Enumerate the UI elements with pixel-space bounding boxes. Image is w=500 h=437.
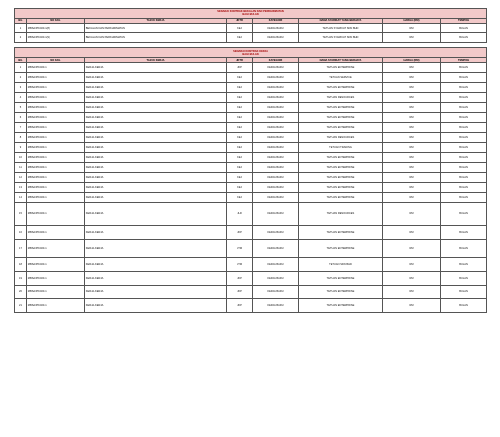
cell-nama-syarikat: TETUAN RESOURCES xyxy=(299,202,383,226)
cell-kategori: KERJA BARU xyxy=(253,142,299,152)
cell-harga: RM xyxy=(383,33,441,43)
table-row xyxy=(15,271,487,285)
cell-tajuk-kerja: KERJA-KERJA xyxy=(85,83,227,93)
column-header-kategori: KATEGORI xyxy=(253,18,299,23)
table-row xyxy=(15,73,487,83)
cell-jktr: KEJ xyxy=(227,142,253,152)
cell-tempoh: BULAN xyxy=(441,240,487,258)
cell-nama-syarikat: TETUAN ENTERPRISE xyxy=(299,285,383,299)
cell-tempoh: BULAN xyxy=(441,152,487,162)
cell-nama-syarikat: TETUAN ENTERPRISE xyxy=(299,182,383,192)
cell-harga: RM xyxy=(383,92,441,102)
cell-tempoh: BULAN xyxy=(441,63,487,73)
cell-harga: RM xyxy=(383,240,441,258)
cell-tempoh: BULAN xyxy=(441,73,487,83)
cell-bil: 13 xyxy=(15,182,27,192)
cell-tajuk-kerja: BEKALAN DAN PERKHIDMATAN xyxy=(85,23,227,33)
table-row xyxy=(15,172,487,182)
cell-jktr: JTM xyxy=(227,257,253,271)
column-header-nama-syarikat: NAMA SYARIKAT YANG BERJAYA xyxy=(299,58,383,63)
cell-harga: RM xyxy=(383,257,441,271)
cell-bil: 11 xyxy=(15,162,27,172)
cell-nama-syarikat: TETUAN ENTERPRISE xyxy=(299,192,383,202)
document-page xyxy=(14,8,486,313)
cell-tajuk-kerja: KERJA-KERJA xyxy=(85,202,227,226)
column-header-jktr: JKTR xyxy=(227,58,253,63)
cell-bil: 14 xyxy=(15,192,27,202)
cell-bil: 4 xyxy=(15,92,27,102)
column-header-nama-syarikat: NAMA SYARIKAT YANG BERJAYA xyxy=(299,18,383,23)
cell-bil: 5 xyxy=(15,102,27,112)
cell-nama-syarikat: TETUAN SDN BHD xyxy=(299,257,383,271)
column-header-tajuk-kerja: TAJUK KERJA xyxy=(85,58,227,63)
cell-tempoh: BULAN xyxy=(441,33,487,43)
cell-jktr: KEJ xyxy=(227,172,253,182)
cell-bil: 18 xyxy=(15,257,27,271)
cell-bil: 2 xyxy=(15,73,27,83)
cell-no-fail: MBSA/PK/400-1 xyxy=(27,299,85,313)
cell-kategori: KERJA BARU xyxy=(253,152,299,162)
column-header-bil: BIL xyxy=(15,18,27,23)
cell-nama-syarikat: TETUAN SYARIKAT SDN BHD xyxy=(299,33,383,43)
cell-kategori: KERJA BARU xyxy=(253,299,299,313)
cell-kategori: KERJA BARU xyxy=(253,226,299,240)
cell-no-fail: MBSA/PK/400-1 xyxy=(27,63,85,73)
cell-no-fail: MBSA/PK/400-1 xyxy=(27,92,85,102)
cell-no-fail: MBSA/PK/400-1 xyxy=(27,152,85,162)
cell-no-fail: MBSA/PK/400-1 xyxy=(27,226,85,240)
cell-tempoh: BULAN xyxy=(441,122,487,132)
table-row xyxy=(15,142,487,152)
cell-nama-syarikat: TETUAN SYARIKAT SDN BHD xyxy=(299,23,383,33)
cell-kategori: KERJA BARU xyxy=(253,257,299,271)
cell-bil: 7 xyxy=(15,122,27,132)
cell-bil: 21 xyxy=(15,299,27,313)
column-header-no-fail: NO FAIL xyxy=(27,58,85,63)
cell-kategori: KERJA BARU xyxy=(253,83,299,93)
cell-kategori: KERJA BARU xyxy=(253,63,299,73)
table-supplies-services xyxy=(14,8,487,43)
cell-bil: 8 xyxy=(15,132,27,142)
cell-tajuk-kerja: KERJA-KERJA xyxy=(85,172,227,182)
table-row xyxy=(15,299,487,313)
cell-harga: RM xyxy=(383,182,441,192)
cell-bil: 12 xyxy=(15,172,27,182)
cell-jktr: KEJ xyxy=(227,122,253,132)
cell-nama-syarikat: TETUAN ENTERPRISE xyxy=(299,299,383,313)
cell-no-fail: MBSA/PK/400-1 xyxy=(27,132,85,142)
cell-tajuk-kerja: KERJA-KERJA xyxy=(85,112,227,122)
cell-jktr: KEJ xyxy=(227,162,253,172)
cell-jktr: KEJ xyxy=(227,33,253,43)
cell-tempoh: BULAN xyxy=(441,92,487,102)
cell-nama-syarikat: TETUAN TRADING xyxy=(299,142,383,152)
cell-kategori: KERJA BARU xyxy=(253,202,299,226)
cell-nama-syarikat: TETUAN ENTERPRISE xyxy=(299,240,383,258)
cell-jktr: JKP xyxy=(227,299,253,313)
column-header-harga: HARGA (RM) xyxy=(383,58,441,63)
cell-bil: 10 xyxy=(15,152,27,162)
cell-jktr: KEJ xyxy=(227,73,253,83)
cell-no-fail: MBSA/PK/400-1 xyxy=(27,202,85,226)
cell-no-fail: MBSA/PK/400-1 xyxy=(27,112,85,122)
cell-no-fail: MBSA/PK/400-1 xyxy=(27,182,85,192)
cell-bil: 1 xyxy=(15,63,27,73)
cell-harga: RM xyxy=(383,172,441,182)
table-works xyxy=(14,47,487,313)
table-row xyxy=(15,63,487,73)
column-header-tempoh: TEMPOH xyxy=(441,18,487,23)
cell-tajuk-kerja: KERJA-KERJA xyxy=(85,192,227,202)
cell-no-fail: MBSA/PK/400-1 xyxy=(27,122,85,132)
cell-tajuk-kerja: KERJA-KERJA xyxy=(85,142,227,152)
cell-tajuk-kerja: KERJA-KERJA xyxy=(85,226,227,240)
cell-kategori: KERJA BARU xyxy=(253,240,299,258)
cell-bil: 15 xyxy=(15,202,27,226)
cell-tajuk-kerja: KERJA-KERJA xyxy=(85,257,227,271)
cell-bil: 1 xyxy=(15,23,27,33)
cell-kategori: KERJA BARU xyxy=(253,102,299,112)
cell-bil: 16 xyxy=(15,226,27,240)
cell-kategori: KERJA BARU xyxy=(253,172,299,182)
table-row xyxy=(15,257,487,271)
cell-jktr: JKP xyxy=(227,226,253,240)
table-row xyxy=(15,226,487,240)
cell-tajuk-kerja: KERJA-KERJA xyxy=(85,122,227,132)
table-row xyxy=(15,182,487,192)
cell-tempoh: BULAN xyxy=(441,257,487,271)
cell-tajuk-kerja: KERJA-KERJA xyxy=(85,299,227,313)
cell-kategori: KERJA BARU xyxy=(253,271,299,285)
cell-nama-syarikat: TETUAN ENTERPRISE xyxy=(299,63,383,73)
cell-harga: RM xyxy=(383,132,441,142)
cell-no-fail: MBSA/PK/400-1 xyxy=(27,172,85,182)
cell-harga: RM xyxy=(383,162,441,172)
cell-tempoh: BULAN xyxy=(441,172,487,182)
cell-kategori: KERJA BARU xyxy=(253,73,299,83)
table-row xyxy=(15,112,487,122)
cell-tempoh: BULAN xyxy=(441,102,487,112)
cell-tempoh: BULAN xyxy=(441,202,487,226)
cell-jktr: KEJ xyxy=(227,152,253,162)
cell-nama-syarikat: TETUAN SERVICE xyxy=(299,73,383,83)
cell-jktr: KEJ xyxy=(227,83,253,93)
table-row xyxy=(15,192,487,202)
cell-jktr: KEJ xyxy=(227,102,253,112)
cell-no-fail: MBSA/PK/400-1(9) xyxy=(27,33,85,43)
cell-harga: RM xyxy=(383,73,441,83)
cell-kategori: KERJA BARU xyxy=(253,122,299,132)
cell-nama-syarikat: TETUAN ENTERPRISE xyxy=(299,112,383,122)
cell-tajuk-kerja: KERJA-KERJA xyxy=(85,152,227,162)
cell-nama-syarikat: TETUAN ENTERPRISE xyxy=(299,152,383,162)
cell-harga: RM xyxy=(383,23,441,33)
cell-harga: RM xyxy=(383,122,441,132)
cell-jktr: KEJ xyxy=(227,23,253,33)
table2-banner-title: SENARAI KONTRAK KERJA BAGI BULAN xyxy=(15,48,487,58)
cell-nama-syarikat: TETUAN ENTERPRISE xyxy=(299,226,383,240)
cell-bil: 17 xyxy=(15,240,27,258)
cell-tempoh: BULAN xyxy=(441,182,487,192)
cell-tempoh: BULAN xyxy=(441,162,487,172)
cell-kategori: KERJA BARU xyxy=(253,192,299,202)
cell-tempoh: BULAN xyxy=(441,299,487,313)
column-header-jktr: JKTR xyxy=(227,18,253,23)
cell-kategori: KERJA BARU xyxy=(253,112,299,122)
cell-tajuk-kerja: KERJA-KERJA xyxy=(85,102,227,112)
cell-harga: RM xyxy=(383,226,441,240)
cell-tajuk-kerja: BEKALAN DAN PERKHIDMATAN xyxy=(85,33,227,43)
cell-no-fail: MBSA/PK/400-1 xyxy=(27,192,85,202)
cell-tajuk-kerja: KERJA-KERJA xyxy=(85,240,227,258)
table-row xyxy=(15,33,487,43)
cell-jktr: KEJ xyxy=(227,182,253,192)
cell-bil: 3 xyxy=(15,83,27,93)
cell-nama-syarikat: TETUAN ENTERPRISE xyxy=(299,162,383,172)
cell-harga: RM xyxy=(383,63,441,73)
cell-tajuk-kerja: KERJA-KERJA xyxy=(85,63,227,73)
cell-tajuk-kerja: KERJA-KERJA xyxy=(85,271,227,285)
cell-jktr: JKP xyxy=(227,63,253,73)
table-row xyxy=(15,285,487,299)
cell-nama-syarikat: TETUAN ENTERPRISE xyxy=(299,271,383,285)
cell-harga: RM xyxy=(383,192,441,202)
cell-jktr: JTM xyxy=(227,240,253,258)
table-row xyxy=(15,162,487,172)
table1-banner-title: SENARAI KONTRAK BEKALAN DAN PERKHIDMATAN BAGI BULAN xyxy=(15,9,487,19)
cell-tajuk-kerja: KERJA-KERJA xyxy=(85,92,227,102)
table-row xyxy=(15,202,487,226)
cell-jktr: JLR xyxy=(227,202,253,226)
column-header-harga: HARGA (RM) xyxy=(383,18,441,23)
table-row xyxy=(15,122,487,132)
cell-nama-syarikat: TETUAN ENTERPRISE xyxy=(299,122,383,132)
cell-jktr: KEJ xyxy=(227,112,253,122)
cell-tempoh: BULAN xyxy=(441,132,487,142)
cell-bil: 20 xyxy=(15,285,27,299)
cell-kategori: KERJA BARU xyxy=(253,182,299,192)
cell-kategori: KERJA BARU xyxy=(253,92,299,102)
table-row xyxy=(15,132,487,142)
table-row xyxy=(15,152,487,162)
cell-jktr: KEJ xyxy=(227,132,253,142)
cell-jktr: JKP xyxy=(227,271,253,285)
cell-tempoh: BULAN xyxy=(441,23,487,33)
cell-no-fail: MBSA/PK/400-1 xyxy=(27,83,85,93)
cell-kategori: KERJA BARU xyxy=(253,132,299,142)
cell-tajuk-kerja: KERJA-KERJA xyxy=(85,73,227,83)
cell-no-fail: MBSA/PK/400-1 xyxy=(27,257,85,271)
cell-harga: RM xyxy=(383,299,441,313)
cell-kategori: KERJA BARU xyxy=(253,162,299,172)
cell-kategori: KERJA BARU xyxy=(253,285,299,299)
cell-no-fail: MBSA/PK/400-1 xyxy=(27,73,85,83)
cell-tempoh: BULAN xyxy=(441,83,487,93)
cell-tajuk-kerja: KERJA-KERJA xyxy=(85,162,227,172)
cell-no-fail: MBSA/PK/400-1 xyxy=(27,240,85,258)
table-row xyxy=(15,23,487,33)
table-row xyxy=(15,102,487,112)
table-row xyxy=(15,83,487,93)
cell-bil: 19 xyxy=(15,271,27,285)
cell-tajuk-kerja: KERJA-KERJA xyxy=(85,182,227,192)
cell-jktr: JKP xyxy=(227,285,253,299)
cell-harga: RM xyxy=(383,102,441,112)
cell-harga: RM xyxy=(383,152,441,162)
cell-jktr: KEJ xyxy=(227,192,253,202)
cell-no-fail: MBSA/PK/400-1 xyxy=(27,142,85,152)
column-header-bil: BIL xyxy=(15,58,27,63)
table-row xyxy=(15,92,487,102)
cell-nama-syarikat: TETUAN RESOURCES xyxy=(299,92,383,102)
cell-tempoh: BULAN xyxy=(441,192,487,202)
cell-tajuk-kerja: KERJA-KERJA xyxy=(85,285,227,299)
cell-tempoh: BULAN xyxy=(441,226,487,240)
table-row xyxy=(15,240,487,258)
cell-harga: RM xyxy=(383,202,441,226)
cell-no-fail: MBSA/PK/400-1 xyxy=(27,102,85,112)
column-header-tajuk-kerja: TAJUK KERJA xyxy=(85,18,227,23)
cell-nama-syarikat: TETUAN RESOURCES xyxy=(299,132,383,142)
cell-nama-syarikat: TETUAN ENTERPRISE xyxy=(299,172,383,182)
cell-bil: 6 xyxy=(15,112,27,122)
cell-no-fail: MBSA/PK/400-1(8) xyxy=(27,23,85,33)
cell-bil: 2 xyxy=(15,33,27,43)
column-header-tempoh: TEMPOH xyxy=(441,58,487,63)
cell-no-fail: MBSA/PK/400-1 xyxy=(27,162,85,172)
cell-kategori: KERJA BARU xyxy=(253,23,299,33)
cell-tempoh: BULAN xyxy=(441,285,487,299)
cell-jktr: KEJ xyxy=(227,92,253,102)
cell-harga: RM xyxy=(383,83,441,93)
cell-harga: RM xyxy=(383,285,441,299)
cell-kategori: KERJA BARU xyxy=(253,33,299,43)
cell-nama-syarikat: TETUAN ENTERPRISE xyxy=(299,102,383,112)
cell-tempoh: BULAN xyxy=(441,112,487,122)
cell-bil: 9 xyxy=(15,142,27,152)
cell-harga: RM xyxy=(383,271,441,285)
cell-nama-syarikat: TETUAN ENTERPRISE xyxy=(299,83,383,93)
column-header-kategori: KATEGORI xyxy=(253,58,299,63)
cell-no-fail: MBSA/PK/400-1 xyxy=(27,285,85,299)
cell-no-fail: MBSA/PK/400-1 xyxy=(27,271,85,285)
cell-harga: RM xyxy=(383,142,441,152)
column-header-no-fail: NO FAIL xyxy=(27,18,85,23)
cell-tajuk-kerja: KERJA-KERJA xyxy=(85,132,227,142)
cell-harga: RM xyxy=(383,112,441,122)
cell-tempoh: BULAN xyxy=(441,142,487,152)
cell-tempoh: BULAN xyxy=(441,271,487,285)
